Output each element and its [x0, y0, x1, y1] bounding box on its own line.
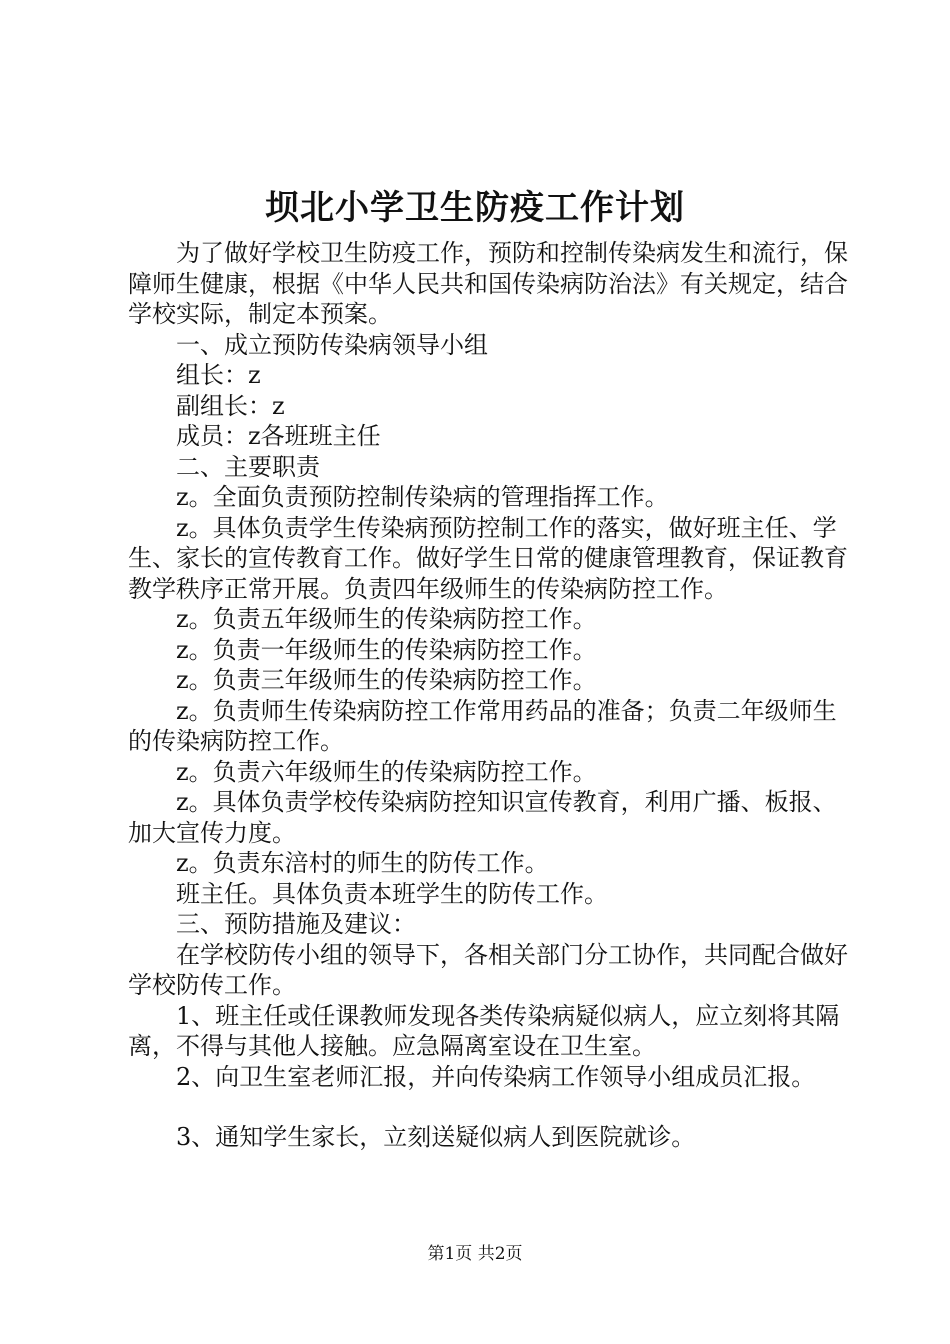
paragraph-duty-6: z。负责师生传染病防控工作常用药品的准备；负责二年级师生的传染病防控工作。: [128, 696, 837, 755]
paragraph-duty-4: z。负责一年级师生的传染病防控工作。: [176, 635, 597, 664]
paragraph-duty-8: z。具体负责学校传染病防控知识宣传教育，利用广播、板报、加大宣传力度。: [128, 788, 837, 847]
paragraph-duty-2: z。具体负责学生传染病预防控制工作的落实，做好班主任、学生、家长的宣传教育工作。做好学生日常的健康管理教育，保证教育教学秩序正常开展。负责四年级师生的传染病防控工作。: [128, 513, 848, 603]
paragraph-duty-7: z。负责六年级师生的传染病防控工作。: [176, 757, 597, 786]
paragraph-members: 成员：z各班班主任: [176, 422, 381, 450]
paragraph-vice-leader: 副组长：z: [176, 391, 285, 420]
paragraph-duty-1: z。全面负责预防控制传染病的管理指挥工作。: [176, 483, 669, 511]
paragraph-intro: 为了做好学校卫生防疫工作，预防和控制传染病发生和流行，保障师生健康，根据《中华人民共和国传染病防治法》有关规定，结合学校实际，制定本预案。: [128, 239, 848, 328]
paragraph-measure-1: 1、班主任或任课教师发现各类传染病疑似病人，应立刻将其隔离，不得与其他人接触。应急隔离室设在卫生室。: [128, 1001, 840, 1060]
paragraph-duty-9: z。负责东涪村的师生的防传工作。: [176, 849, 549, 877]
paragraph-measure-3: 3、通知学生家长，立刻送疑似病人到医院就诊。: [176, 1123, 696, 1151]
document-body: [128, 238, 848, 1153]
paragraph-duty-3: z。负责五年级师生的传染病防控工作。: [176, 605, 597, 633]
paragraph-duty-5: z。负责三年级师生的传染病防控工作。: [176, 666, 597, 694]
page-number-footer: 第1页 共2页: [427, 1244, 523, 1264]
paragraph-leader: 组长：z: [176, 361, 261, 389]
section-heading-2: 二、主要职责: [176, 452, 320, 481]
paragraph-duty-head-teacher: 班主任。具体负责本班学生的防传工作。: [176, 879, 608, 908]
document-title: 坝北小学卫生防疫工作计划: [265, 188, 685, 228]
section-heading-3: 三、预防措施及建议：: [176, 910, 416, 938]
paragraph-measures-intro: 在学校防传小组的领导下，各相关部门分工协作，共同配合做好学校防传工作。: [128, 940, 848, 999]
paragraph-measure-2: 2、向卫生室老师汇报，并向传染病工作领导小组成员汇报。: [176, 1062, 816, 1091]
section-heading-1: 一、成立预防传染病领导小组: [176, 330, 488, 359]
